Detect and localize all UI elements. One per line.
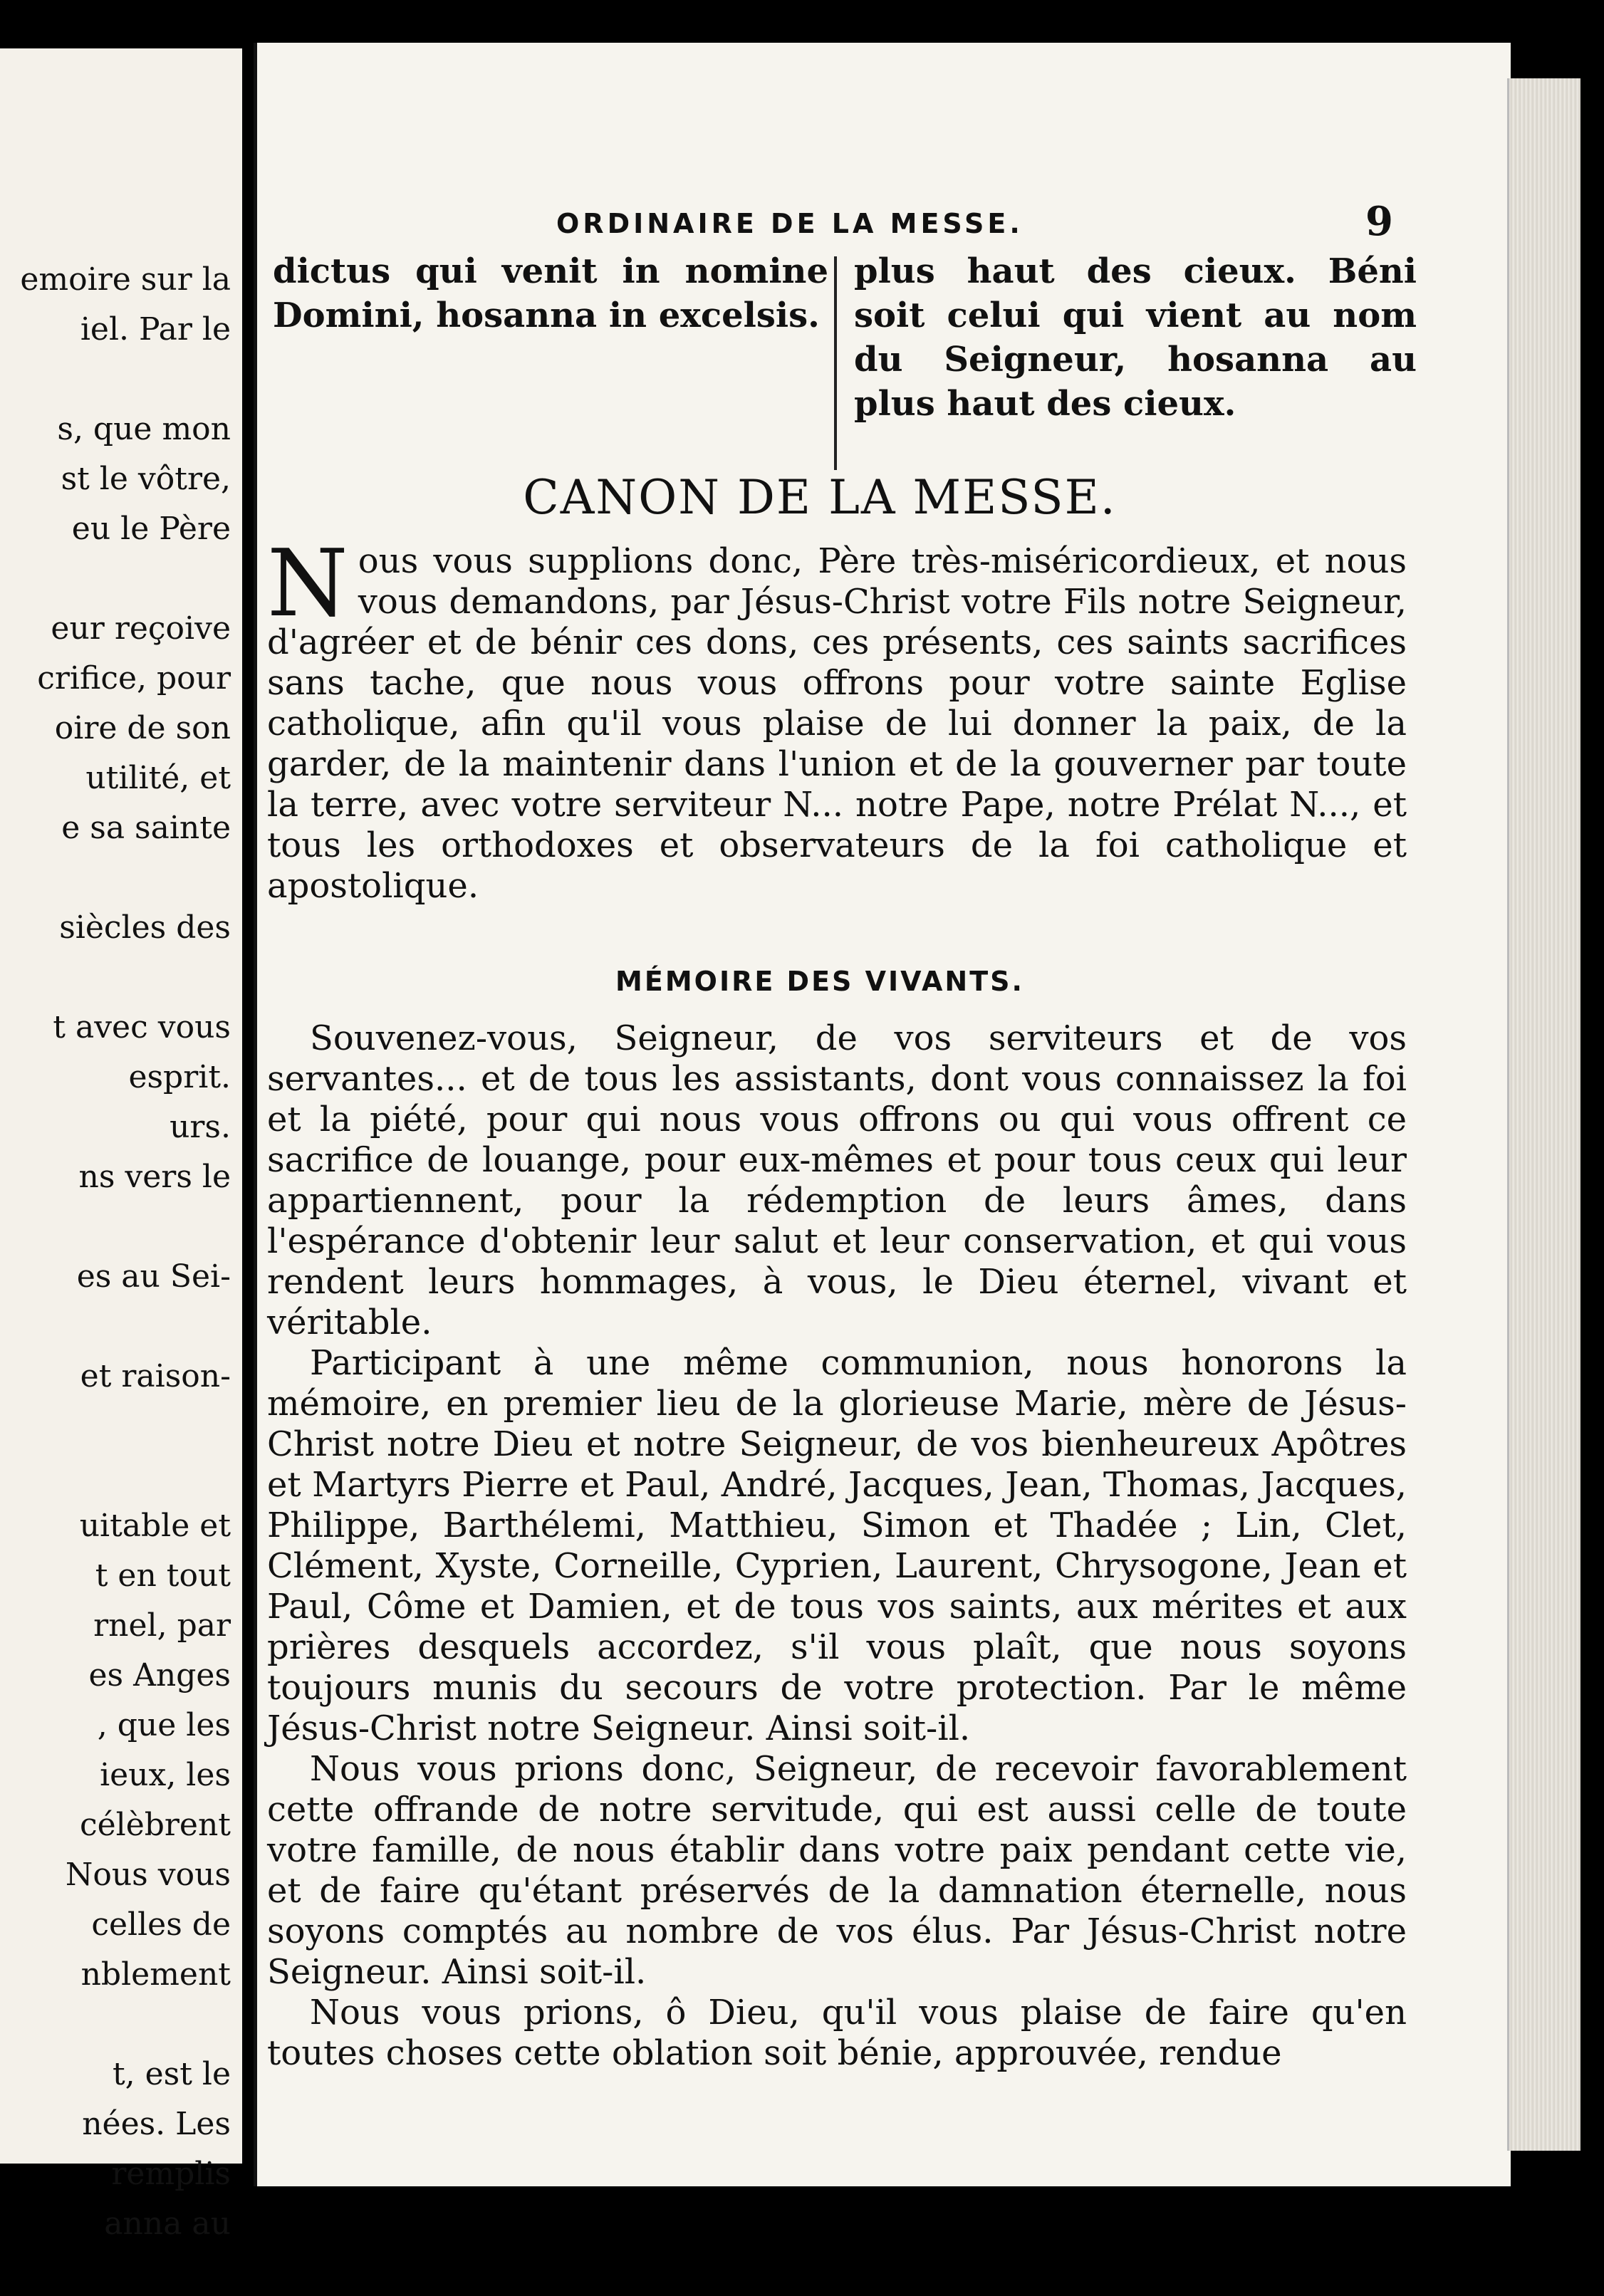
left-page-line: urs. [170,1109,231,1145]
left-page-line: s, que mon [57,411,231,447]
left-page-line: emoire sur la [20,261,231,298]
left-page-line: t en tout [95,1557,231,1594]
left-page-line: remplis [111,2156,231,2192]
left-page-line: anna au [104,2206,231,2242]
column-divider [834,256,837,470]
memoire-paragraph: Souvenez-vous, Seigneur, de vos serviteurs et de vos servantes... et de tous les assistants, dont vous connaissez la foi et la piété, pour qui nous vous offrons ou qui vous offrent ce sacrifice de louange, pour eux-mêmes et pour tous ceux qui leur appartiennent, pour la rédemption de leurs âmes, dans l'espérance d'obtenir leur salut et leur conservation, et qui vous rendent leurs hommages, à vous, le Dieu éternel, vivant et véritable. [267,1018,1407,1342]
left-page-line: et raison- [80,1358,231,1394]
left-page-line: Nous vous [65,1857,231,1893]
drop-cap: N [267,529,348,637]
left-page-line: iel. Par le [80,311,231,348]
memoire-paragraph: Nous vous prions, ô Dieu, qu'il vous plaise de faire qu'en toutes choses cette oblation soit bénie, approuvée, rendue [267,1993,1407,2073]
left-page-line: ns vers le [78,1159,231,1195]
left-page-line: nblement [80,1956,231,1993]
left-page-line: st le vôtre, [61,461,231,497]
left-page-line: célèbrent [79,1807,231,1843]
left-page-line: t avec vous [53,1009,231,1045]
book-gutter [242,0,254,2296]
left-page-line: t, est le [112,2056,231,2092]
left-page-line: siècles des [59,909,231,946]
left-page-line: es Anges [88,1657,231,1694]
left-page-line: eur reçoive [51,610,231,647]
right-page [254,43,1511,2186]
running-head: ORDINAIRE DE LA MESSE. [556,208,1024,239]
left-page-line: oire de son [54,710,231,746]
left-page-line: crifice, pour [37,660,231,696]
french-column: plus haut des cieux. Béni soit celui qui vient au nom du Seigneur, hosanna au plus haut des cieux. [854,251,1417,424]
subsection-title: MÉMOIRE DES VIVANTS. [615,966,1024,997]
page-edge [1507,78,1580,2151]
canon-text [267,529,1407,907]
memoire-paragraph: Nous vous prions donc, Seigneur, de recevoir favorablement cette offrande de notre servitude, qui est aussi celle de toute votre famille, de nous établir dans votre paix pendant cette vie, et de faire qu'étant préservés de la damnation éternelle, nous soyons comptés au nombre de vos élus. Par Jésus-Christ notre Seigneur. Ainsi soit-il. [267,1749,1407,1992]
memoire-paragraph: Participant à une même communion, nous honorons la mémoire, en premier lieu de la glorieuse Marie, mère de Jésus-Christ notre Dieu et notre Seigneur, de vos bienheureux Apôtres et Martyrs Pierre et Paul, André, Jacques, Jean, Thomas, Jacques, Philippe, Barthélemi, Matthieu, Simon et Thadée ; Lin, Clet, Clément, Xyste, Corneille, Cyprien, Laurent, Chrysogone, Jean et Paul, Côme et Damien, et de tous vos saints, aux mérites et aux prières desquels accordez, s'il vous plaît, que nous soyons toujours munis du secours de votre protection. Par le même Jésus-Christ notre Seigneur. Ainsi soit-il. [267,1343,1407,1748]
left-page-line: eu le Père [71,511,231,547]
left-page-line: es au Sei- [76,1258,231,1295]
left-page-line: nées. Les [82,2106,231,2142]
memoire-text [267,1018,1407,2074]
left-page-line: utilité, et [85,760,231,796]
section-title: CANON DE LA MESSE. [523,470,1117,525]
left-page-line: e sa sainte [61,810,231,846]
left-page [0,48,245,2242]
canon-paragraph [267,529,1407,907]
left-page-line: esprit. [128,1059,231,1095]
left-page-line: ieux, les [100,1757,231,1793]
page-number: 9 [1365,198,1393,245]
left-page-line: uitable et [79,1508,231,1544]
latin-column: dictus qui venit in nomine Domini, hosanna in excelsis. [273,251,828,335]
left-page-line: rnel, par [93,1607,231,1644]
canon-paragraph-text: ous vous supplions donc, Père très-miséricordieux, et nous vous demandons, par Jésus-Christ votre Fils notre Seigneur, d'agréer et de bénir ces dons, ces présents, ces saints sacrifices sans tache, que nous vous offrons pour votre sainte Eglise catholique, afin qu'il vous plaise de lui donner la paix, de la garder, de la maintenir dans l'union et de la gouverner par toute la terre, avec votre serviteur N... notre Pape, notre Prélat N..., et tous les orthodoxes et observateurs de la foi catholique et apostolique. [267,541,1407,906]
left-page-line: celles de [91,1906,231,1943]
left-page-line: , que les [97,1707,231,1743]
